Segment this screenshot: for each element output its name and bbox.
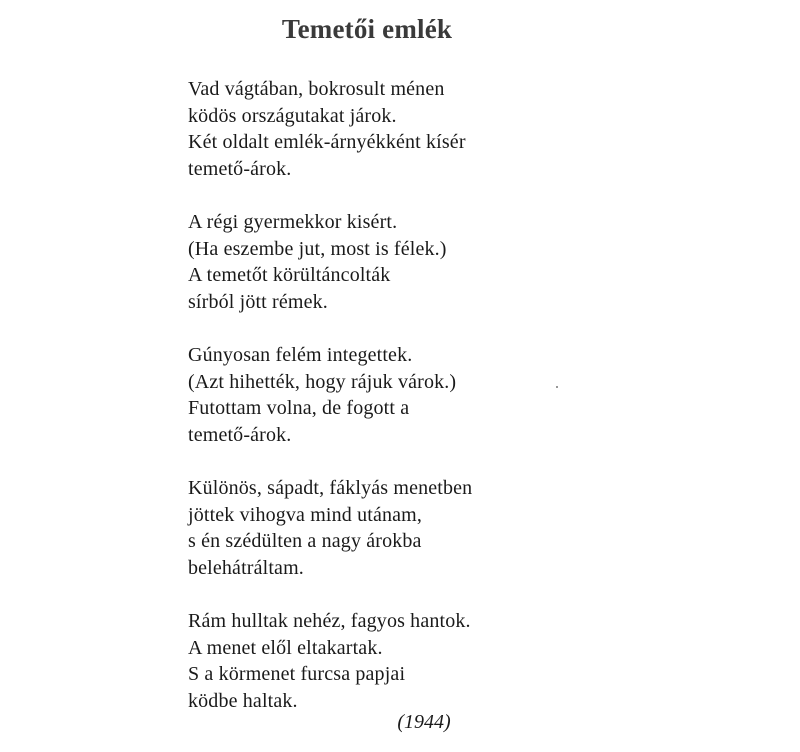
poem-title: Temetői emlék <box>281 14 453 44</box>
poem-line: Gúnyosan felém integettek. <box>188 344 413 366</box>
poem-line: (Ha eszembe jut, most is félek.) <box>188 237 447 260</box>
poem-line: belehátráltam. <box>188 556 304 579</box>
poem-line: jöttek vihogva mind utánam, <box>188 503 423 526</box>
poem-line: Két oldalt emlék-árnyékként kísér <box>188 131 466 153</box>
poem-line: s én szédülten a nagy árokba <box>188 530 422 552</box>
poem-date: (1944) <box>397 711 451 733</box>
poem-line: temető-árok. <box>188 423 292 446</box>
poem-line: temető-árok. <box>188 157 292 180</box>
poem-line: A menet elől eltakartak. <box>188 636 383 659</box>
poem-line: ködös országutakat járok. <box>188 104 397 127</box>
poem-line: A régi gyermekkor kisért. <box>188 211 398 233</box>
scan-speck <box>556 386 558 388</box>
poem-line: A temetőt körültáncolták <box>188 264 391 286</box>
stanza-2 <box>188 209 708 315</box>
poem-line: Vad vágtában, bokrosult ménen <box>188 78 445 100</box>
poem-line: sírból jött rémek. <box>188 290 328 313</box>
poem-line: Rám hulltak nehéz, fagyos hantok. <box>188 610 471 632</box>
poem-line: (Azt hihették, hogy rájuk várok.) <box>188 370 457 393</box>
stanza-4 <box>188 475 708 581</box>
poem-line: Futottam volna, de fogott a <box>188 397 410 419</box>
poem-line: ködbe haltak. <box>188 689 298 712</box>
stanza-1 <box>188 76 708 182</box>
poem-body <box>188 76 708 741</box>
poem-line: Különös, sápadt, fáklyás menetben <box>188 477 473 499</box>
stanza-5 <box>188 608 708 714</box>
poem-line: S a körmenet furcsa papjai <box>188 663 406 685</box>
stanza-3 <box>188 342 708 448</box>
